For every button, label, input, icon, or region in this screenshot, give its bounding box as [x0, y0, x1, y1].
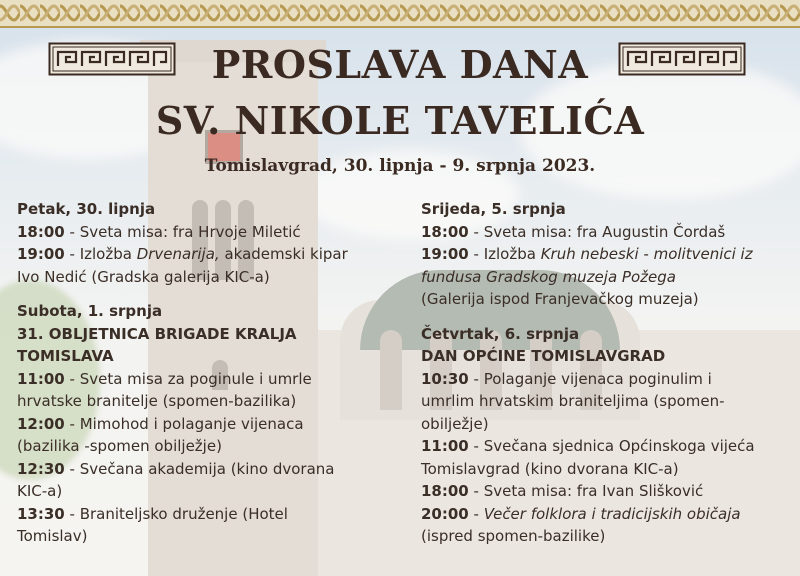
program-right-column [421, 198, 793, 548]
day-heading: Petak, 30. lipnja [17, 200, 156, 218]
program-event [421, 368, 793, 391]
braided-border-icon [0, 0, 800, 28]
day-subheading: DAN OPĆINE TOMISLAVGRAD [421, 347, 666, 365]
event-title: Večer folklora i tradicijskih običaja [483, 504, 741, 523]
event-time: 11:00 [421, 437, 469, 455]
event-text: hrvatske branitelje (spomen-bazilika) [17, 392, 297, 410]
event-text: - Braniteljsko druženje (Hotel [64, 504, 288, 523]
event-text: - Sveta misa: fra Ivan Slišković [468, 482, 704, 500]
event-text: Tomislavgrad (kino dvorana KIC-a) [421, 459, 679, 478]
event-text: umrlim hrvatskim braniteljima (spomen- [421, 392, 725, 410]
event-text: - Sveta misa: fra Hrvoje Miletić [64, 222, 301, 241]
event-text: (Galerija ispod Franjevačkog muzeja) [421, 290, 699, 308]
day-heading: Srijeda, 5. srpnja [421, 200, 566, 218]
event-text: (bazilika -spomen obilježje) [17, 437, 222, 455]
event-time: 10:30 [421, 369, 469, 388]
event-time: 12:30 [17, 459, 65, 478]
event-text: - Mimohod i polaganje vijenaca [64, 414, 304, 433]
event-time: 13:30 [17, 504, 65, 523]
program-event [421, 243, 793, 266]
program-left-column [17, 198, 392, 548]
day-heading: Četvrtak, 6. srpnja [421, 324, 580, 343]
event-text: (ispred spomen-bazilike) [421, 527, 606, 545]
program-event [421, 503, 793, 526]
program-event [17, 413, 392, 436]
event-time: 20:00 [421, 504, 469, 523]
exhibition-name: fundusa Gradskog muzeja Požega [421, 267, 676, 286]
event-time: 18:00 [421, 222, 469, 241]
event-text: - Polaganje vijenaca poginulim i [468, 369, 712, 388]
event-dates-subtitle: Tomislavgrad, 30. lipnja - 9. srpnja 2023. [204, 156, 596, 176]
event-time: 12:00 [17, 414, 65, 433]
event-text: KIC-a) [17, 482, 63, 500]
event-time: 18:00 [421, 482, 469, 500]
event-time: 19:00 [17, 245, 65, 263]
event-text: - Svečana akademija (kino dvorana [64, 459, 335, 478]
program-event [17, 221, 392, 244]
exhibition-name: Drvenarija, [136, 245, 220, 263]
exhibition-name: Kruh nebeski - molitvenici iz [540, 245, 753, 263]
page-title-line2: SV. NIKOLE TAVELIĆA [155, 98, 645, 143]
event-text: - Sveta misa za poginule i umrle [64, 369, 312, 388]
event-time: 11:00 [17, 369, 65, 388]
program-event [17, 458, 392, 481]
event-text: - Izložba [468, 245, 541, 263]
program-event [421, 221, 793, 244]
event-text: - Izložba [64, 245, 137, 263]
event-text: Tomislav) [17, 527, 88, 545]
event-text: - [468, 504, 484, 523]
day-heading: Subota, 1. srpnja [17, 302, 163, 320]
event-text: obilježje) [421, 414, 489, 433]
event-text: akademski kipar [219, 245, 348, 263]
program-event [17, 368, 392, 391]
event-time: 19:00 [421, 245, 469, 263]
program-event [17, 243, 392, 266]
event-text: - Svečana sjednica Općinskoga vijeća [468, 437, 755, 455]
event-text: - Sveta misa: fra Augustin Čordaš [468, 222, 726, 241]
program-event [17, 503, 392, 526]
day-subheading: TOMISLAVA [17, 347, 114, 365]
program-event [421, 480, 793, 503]
day-subheading: 31. OBLJETNICA BRIGADE KRALJA [17, 324, 297, 343]
event-time: 18:00 [17, 222, 65, 241]
page-title-line1: PROSLAVA DANA [211, 42, 589, 87]
event-text: Ivo Nedić (Gradska galerija KIC-a) [17, 267, 270, 286]
program-event [421, 435, 793, 458]
